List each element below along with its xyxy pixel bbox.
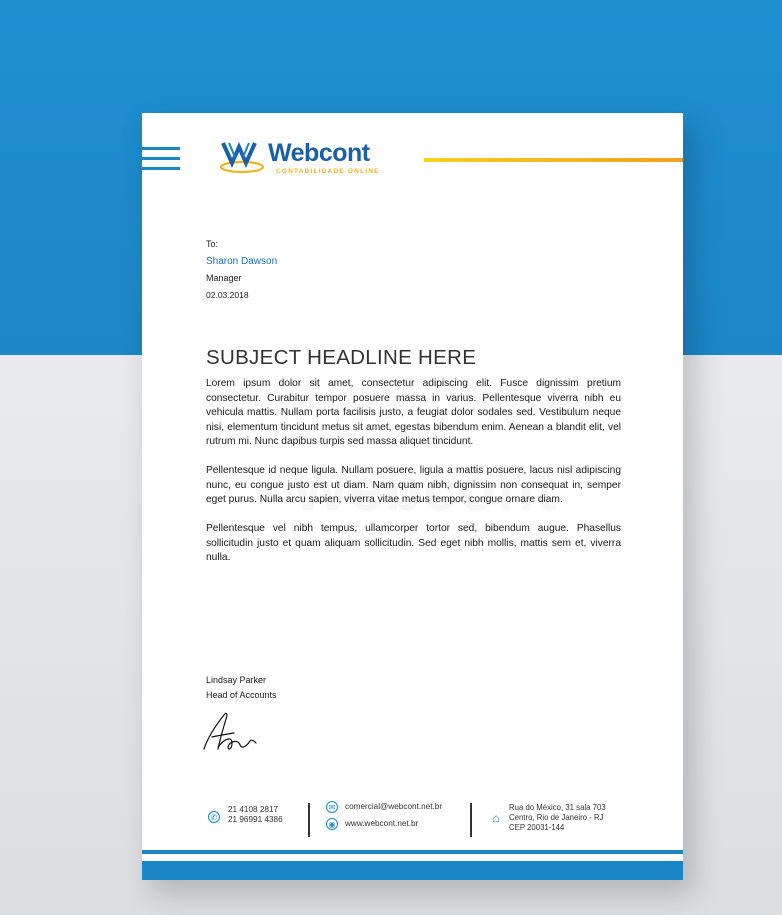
sender-name: Lindsay Parker [206,675,267,685]
address-line-1: Rua do México, 31 sala 703 [509,803,606,812]
footer-divider [308,803,310,837]
logo-mark-icon [220,137,270,179]
email-icon: ✉ [326,801,338,813]
letter-body [206,377,621,580]
recipient-name: Sharon Dawson [206,256,278,267]
subject-headline: SUBJECT HEADLINE HERE [206,346,477,369]
bottom-blue-band [142,850,683,880]
sender-block [206,675,277,705]
to-label: To: [206,239,219,249]
website-link[interactable]: www.webcont.net.br [345,819,419,828]
sender-title: Head of Accounts [206,690,277,700]
contact-footer [142,801,683,837]
phone-icon: ✆ [208,811,220,823]
recipient-title: Manager [206,273,242,283]
address-line-2: Centro, Rio de Janeiro - RJ [509,813,604,822]
address-line-3: CEP 20031-144 [509,823,565,832]
phone-number-1: 21 4108 2817 [228,805,279,814]
home-icon: ⌂ [492,811,500,825]
body-paragraph: Pellentesque vel nibh tempus, ullamcorper tortor sed, bibendum augue. Phasellus sollicitudin justo et quam aliquam sollicitudin. Sed eget nibh mollis, mattis sem et, viverra nulla. [206,523,621,563]
phone-number-2: 21 96991 4386 [228,815,283,824]
left-blue-stripes [142,147,180,177]
footer-divider [470,803,472,837]
letterhead-page [142,113,683,880]
body-paragraph: Pellentesque id neque ligula. Nullam posuere, ligula a mattis posuere, lacus nisl adipiscing nunc, eu congue justo est ut diam. Nam quam nibh, dignissim non consequat in, semper eget purus. Nulla arcu sapien, viverra vitae metus tempor, congue ornare diam. [206,465,621,505]
handwritten-signature [202,707,277,757]
logo-brand-name: Webcont [268,139,370,167]
logo-tagline: CONTABILIDADE ONLINE [276,168,380,175]
gold-header-line [424,158,683,162]
email-address[interactable]: comercial@webcont.net.br [345,802,443,811]
webcont-logo [220,137,390,179]
body-paragraph: Lorem ipsum dolor sit amet, consectetur adipiscing elit. Fusce dignissim pretium consectetur. Curabitur tempor posuere massa in varius. Pellentesque viverra nibh eu vehicula mattis. Nullam porta facilisis justo, a feugiat dolor sodales sed. Vestibulum neque nisi, elementum tincidunt metus sit amet, egestas bibendum enim. Aenean a blandit elit, vel rutrum mi. Nunc dapibus turpis sed massa aliquet tincidunt. [206,378,621,447]
recipient-block [206,239,277,307]
letter-date: 02.03.2018 [206,290,249,300]
globe-icon: ◉ [326,818,338,830]
